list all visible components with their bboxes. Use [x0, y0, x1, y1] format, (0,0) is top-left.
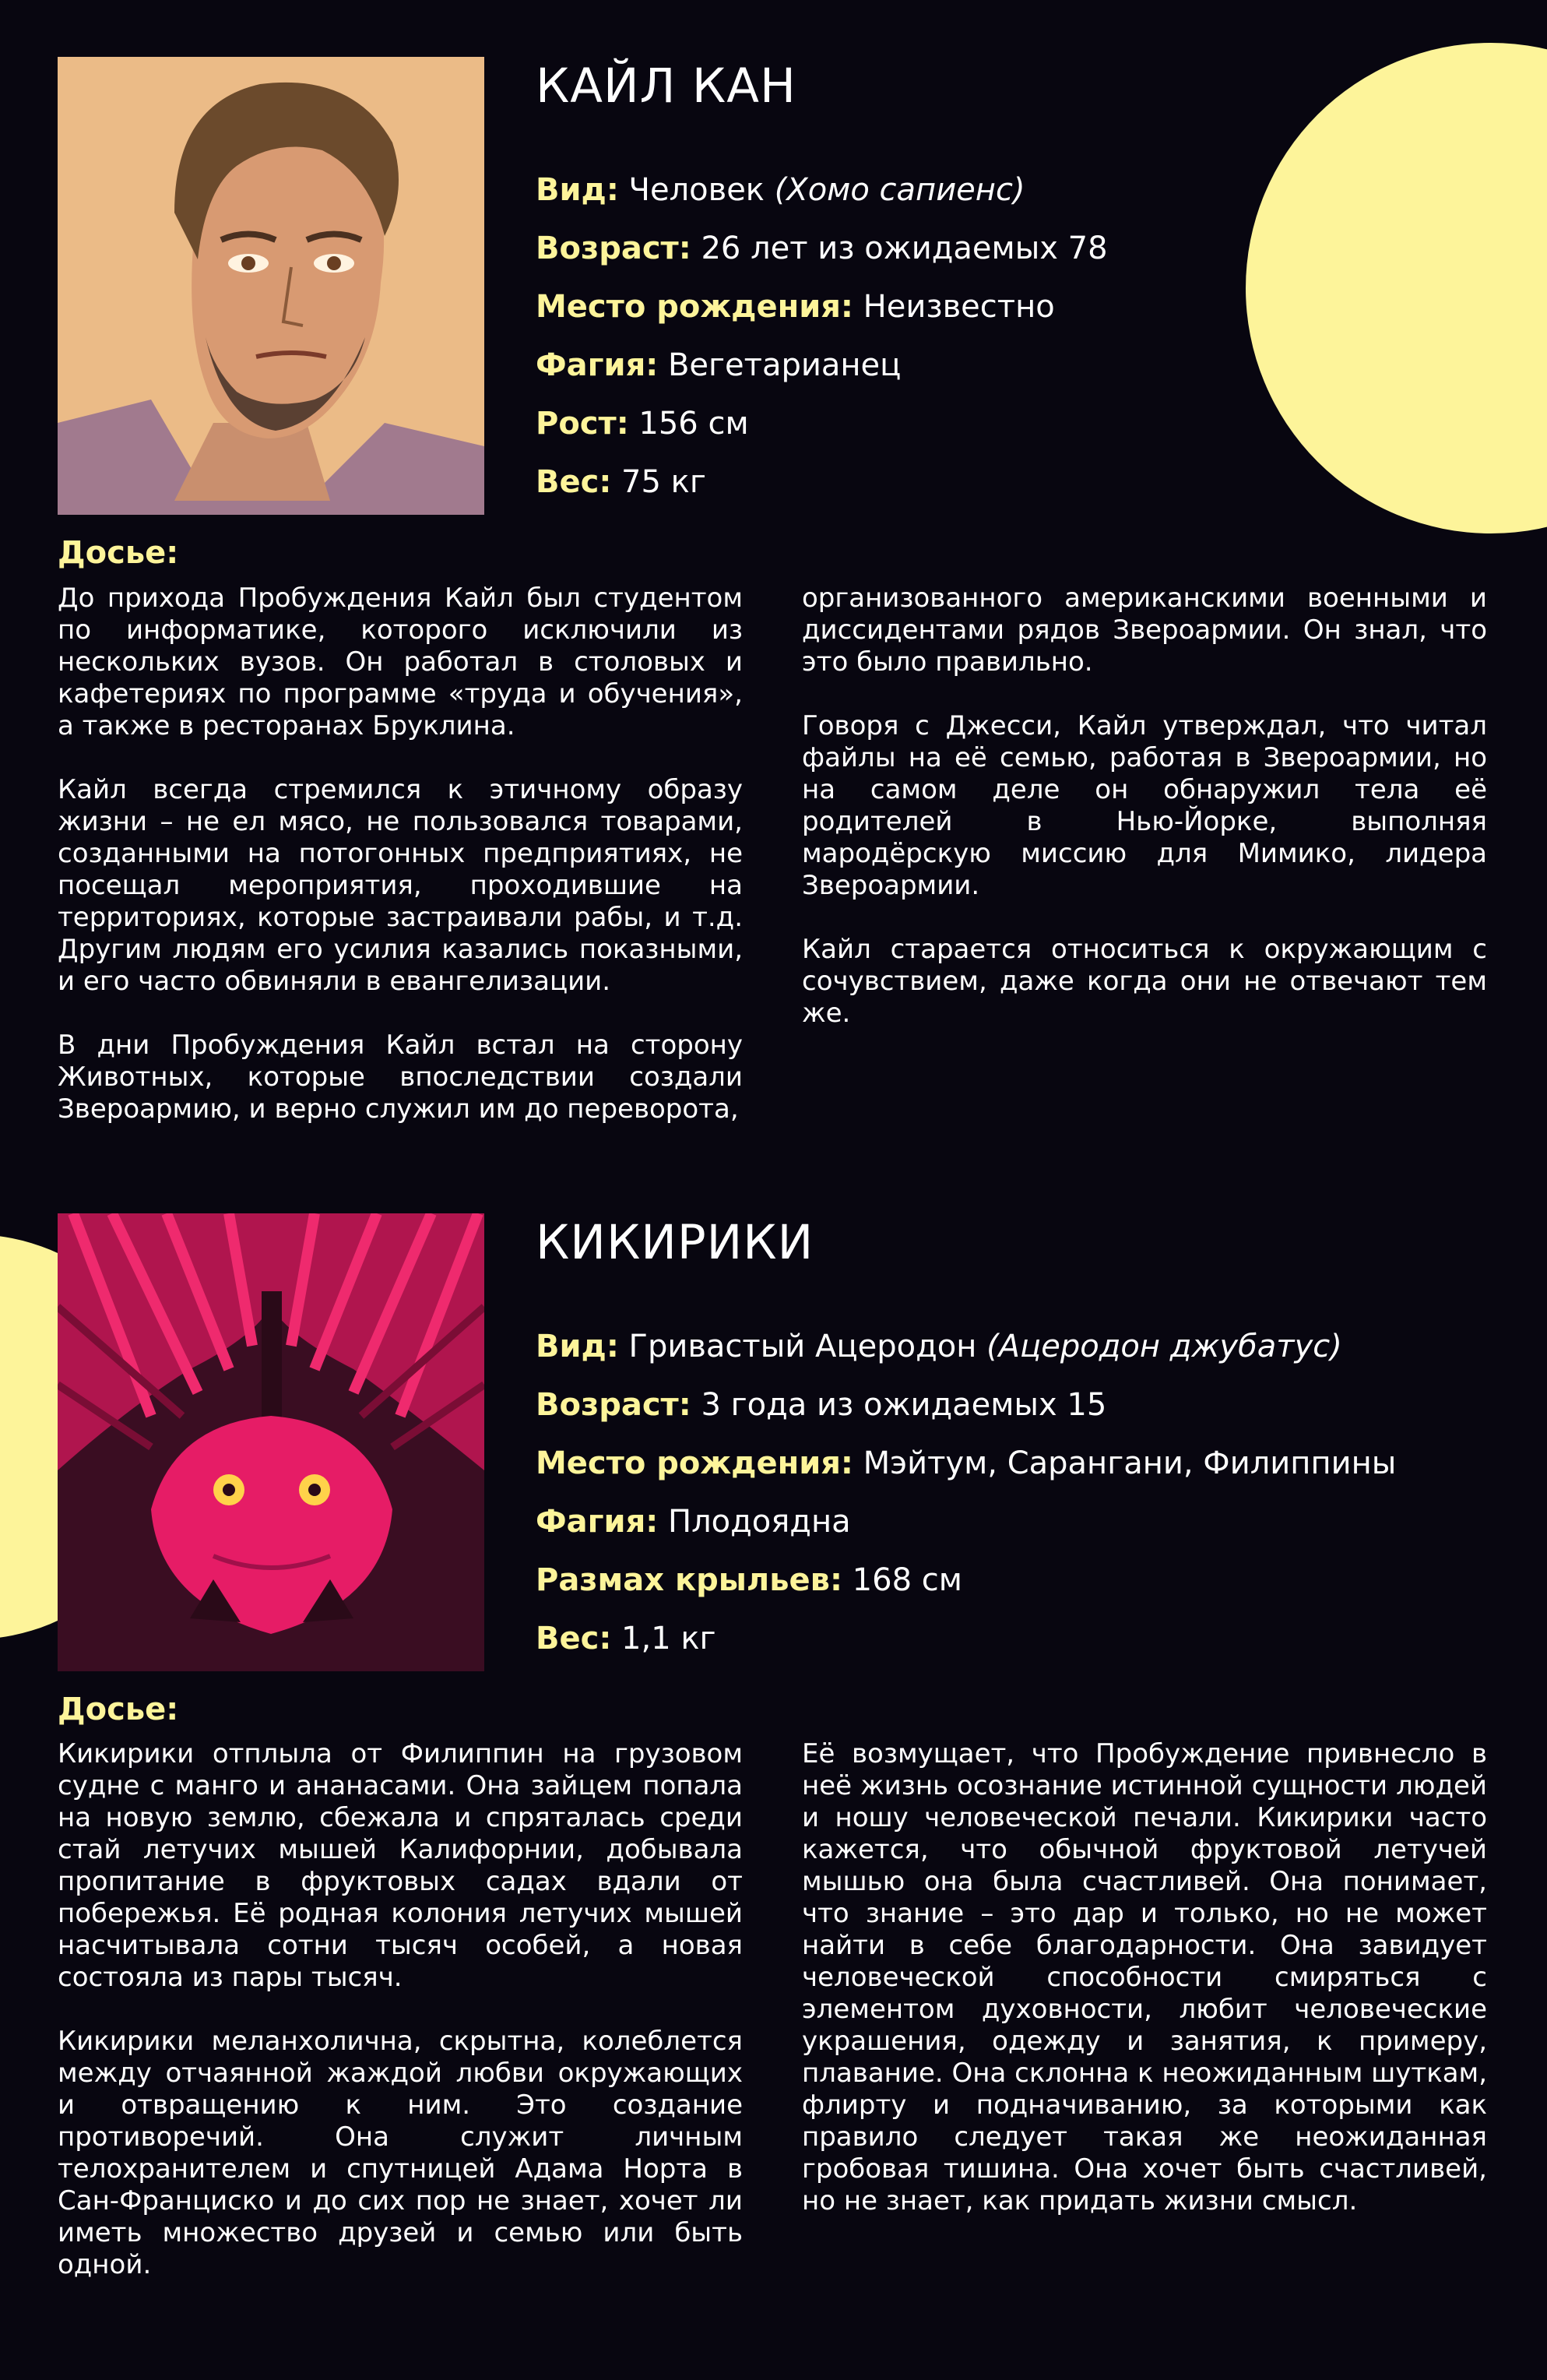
character-stats: [536, 1318, 1396, 1668]
stat-scientific-name: (Ацеродон джубатус): [986, 1329, 1342, 1364]
character-stats: [536, 161, 1108, 512]
stat-birthplace: [536, 278, 1108, 336]
stat-label: Вид:: [536, 1329, 619, 1364]
character-name: КИКИРИКИ: [536, 1215, 814, 1270]
stat-value: 75 кг: [621, 464, 706, 500]
stat-label: Возраст:: [536, 231, 691, 266]
stat-diet: [536, 336, 1108, 395]
yellow-moon-circle-right: [1246, 43, 1547, 533]
stat-label: Фагия:: [536, 347, 659, 383]
stat-height: [536, 395, 1108, 453]
dossier-paragraph: Говоря с Джесси, Кайл утверждал, что читал файлы на её семью, работая в Звероармии, но на самом деле он обнаружил тела её родителей в Нью-Йорке, выполняя мародёрскую миссию для Мимико, лидера Звероармии.: [802, 710, 1487, 901]
stat-label: Место рождения:: [536, 289, 853, 325]
stat-label: Рост:: [536, 406, 629, 442]
stat-value: 1,1 кг: [621, 1621, 716, 1656]
stat-scientific-name: (Хомо сапиенс): [774, 172, 1025, 208]
stat-label: Вид:: [536, 172, 619, 208]
dossier-heading: Досье:: [58, 535, 179, 571]
stat-value: Плодоядна: [667, 1504, 851, 1540]
stat-label: Место рождения:: [536, 1445, 853, 1481]
stat-value: 156 см: [638, 406, 749, 442]
dossier-column-right: [802, 1738, 1487, 2217]
dossier-paragraph: Кайл всегда стремился к этичному образу жизни – не ел мясо, не пользовался товарами, созданными на потогонных предприятиях, не посещал мероприятия, проходившие на территориях, которые застраивали рабы, и т.д. Другим людям его усилия казались показными, и его часто обвиняли в евангелизации.: [58, 774, 743, 997]
dossier-paragraph: Кайл старается относиться к окружающим с сочувствием, даже когда они не отвечают тем же.: [802, 934, 1487, 1029]
stat-value: Мэйтум, Сарангани, Филиппины: [863, 1445, 1397, 1481]
stat-diet: [536, 1493, 1396, 1551]
stat-label: Вес:: [536, 464, 612, 500]
stat-label: Вес:: [536, 1621, 612, 1656]
stat-label: Размах крыльев:: [536, 1562, 842, 1598]
stat-label: Фагия:: [536, 1504, 659, 1540]
stat-value: Гривастый Ацеродон: [628, 1329, 987, 1364]
dossier-paragraph: Кикирики отплыла от Филиппин на грузовом судне с манго и ананасами. Она зайцем попала на новую землю, сбежала и спряталась среди стай летучих мышей Калифорнии, добывала пропитание в фруктовых садах вдали от побережья. Её родная колония летучих мышей насчитывала сотни тысяч особей, а новая состояла из пары тысяч.: [58, 1738, 743, 1993]
kikiriki-bat-portrait: [58, 1213, 484, 1671]
stat-wingspan: [536, 1551, 1396, 1610]
stat-weight: [536, 1610, 1396, 1668]
stat-value: Человек: [628, 172, 775, 208]
dossier-paragraph: Её возмущает, что Пробуждение привнесло в неё жизнь осознание истинной сущности людей и ношу человеческой печали. Кикирики часто кажется, что обычной фруктовой летучей мышью она была счастливей. Она понимает, что знание – это дар и только, но не может найти в себе благодарности. Она завидует человеческой способности смиряться с элементом духовности, любит человеческие украшения, одежду и занятия, к примеру, плавание. Она склонна к неожиданным шуткам, флирту и подначиванию, за которыми как правило следует такая же неожиданная гробовая тишина. Она хочет быть счастливей, но не знает, как придать жизни смысл.: [802, 1738, 1488, 2216]
dossier-column-left: [58, 583, 743, 1125]
dossier-heading: Досье:: [58, 1692, 179, 1727]
stat-age: [536, 1376, 1396, 1435]
stat-value: Неизвестно: [863, 289, 1055, 325]
dossier-paragraph: организованного американскими военными и диссидентами рядов Звероармии. Он знал, что это было правильно.: [802, 583, 1487, 678]
dossier-column-left: [58, 1738, 743, 2281]
kyle-kan-portrait: [58, 57, 484, 515]
character-name: КАЙЛ КАН: [536, 58, 796, 114]
stat-age: [536, 220, 1108, 278]
dossier-paragraph: Кикирики меланхолична, скрытна, колеблется между отчаянной жаждой любви окружающих и отвращению к ним. Это создание противоречий. Она служит личным телохранителем и спутницей Адама Норта в Сан-Франциско и до сих пор не знает, хочет ли иметь множество друзей и семью или быть одной.: [58, 2026, 743, 2280]
dossier-paragraph: В дни Пробуждения Кайл встал на сторону Животных, которые впоследствии создали Звероармию, и верно служил им до переворота,: [58, 1030, 743, 1125]
dossier-paragraph: До прихода Пробуждения Кайл был студентом по информатике, которого исключили из нескольких вузов. Он работал в столовых и кафетериях по программе «труда и обучения», а также в ресторанах Бруклина.: [58, 583, 743, 741]
stat-species: [536, 161, 1108, 220]
dossier-column-right: [802, 583, 1487, 1030]
stat-value: 3 года из ожидаемых 15: [701, 1387, 1107, 1423]
stat-weight: [536, 453, 1108, 512]
stat-species: [536, 1318, 1396, 1376]
stat-value: Вегетарианец: [667, 347, 902, 383]
stat-value: 26 лет из ожидаемых 78: [701, 231, 1108, 266]
stat-label: Возраст:: [536, 1387, 691, 1423]
stat-value: 168 см: [852, 1562, 962, 1598]
stat-birthplace: [536, 1435, 1396, 1493]
